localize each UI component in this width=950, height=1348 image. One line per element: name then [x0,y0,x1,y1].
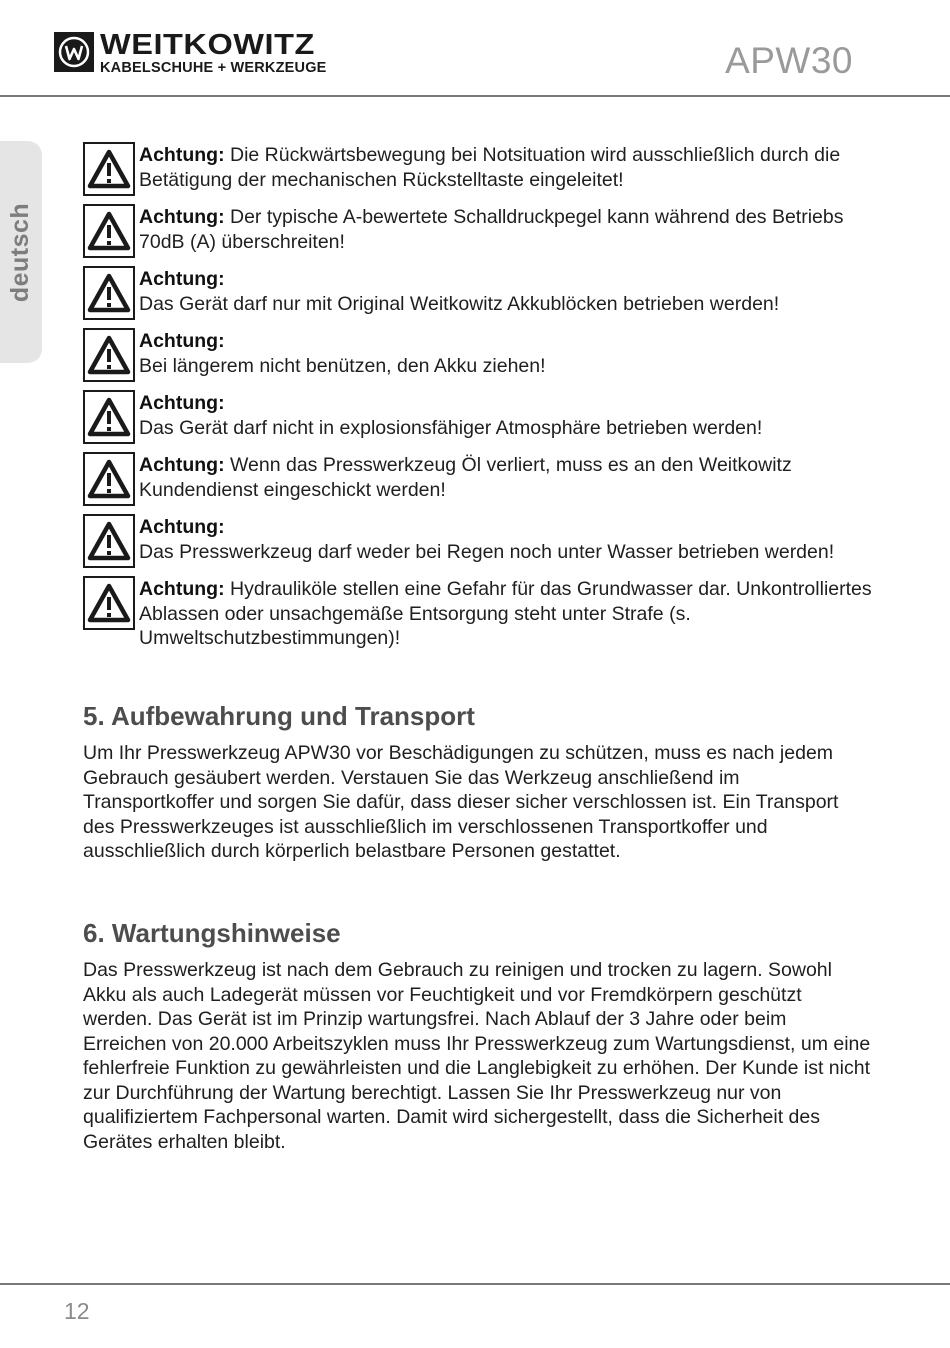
brand-logo [54,29,327,76]
warning-triangle-icon [83,204,135,258]
warning-item [83,266,873,320]
warning-text [139,452,873,502]
warning-item [83,328,873,382]
warning-message: Das Gerät darf nur mit Original Weitkowitz Akkublöcken betrieben werden! [139,292,780,315]
warning-label: Achtung: [139,578,225,600]
footer-divider [0,1283,950,1285]
warning-message: Der typische A-bewertete Schalldruckpegel kann während des Betriebs 70dB (A) überschreiten! [139,206,844,253]
warning-item [83,452,873,506]
warning-message: Das Presswerkzeug darf weder bei Regen noch unter Wasser betrieben werden! [139,540,835,563]
warning-triangle-icon [83,142,135,196]
warning-item [83,576,873,651]
warning-item [83,142,873,196]
brand-subtitle: KABELSCHUHE + WERKZEUGE [100,60,327,76]
maintenance-section [83,917,873,1154]
brand-name: WEITKOWITZ [100,29,315,61]
warning-triangle-icon [83,328,135,382]
warning-text [139,142,873,192]
warning-label: Achtung: [139,454,225,476]
warning-triangle-icon [83,514,135,568]
language-tab-label: deutsch [6,202,35,302]
warning-triangle-icon [83,266,135,320]
warning-triangle-icon [83,390,135,444]
warning-text [139,576,873,651]
warning-text [139,328,546,378]
warning-message: Die Rückwärtsbewegung bei Notsituation wird ausschließlich durch die Betätigung der mechanischen Rückstelltaste eingeleitet! [139,144,841,191]
header-divider [0,95,950,97]
page-number: 12 [64,1298,90,1324]
warning-label: Achtung: [139,330,225,352]
warning-label: Achtung: [139,206,225,228]
warning-text [139,204,873,254]
warning-message: Wenn das Presswerkzeug Öl verliert, muss es an den Weitkowitz Kundendienst eingeschickt werden! [139,454,792,501]
warning-label: Achtung: [139,516,225,538]
warning-message: Hydrauliköle stellen eine Gefahr für das Grundwasser dar. Unkontrolliertes Ablassen oder unsachgemäße Entsorgung steht unter Strafe (s. Umweltschutzbestimmungen)! [139,578,872,649]
warning-item [83,204,873,258]
model-name: APW30 [725,40,853,81]
warning-item [83,390,873,444]
page-header [0,0,950,97]
storage-section [83,700,873,864]
warning-label: Achtung: [139,392,225,414]
maintenance-heading: 6. Wartungshinweise [83,918,341,948]
warning-item [83,514,873,568]
warning-list [83,142,873,659]
warning-text [139,266,779,316]
warning-triangle-icon [83,576,135,630]
warning-text [139,390,762,440]
maintenance-body: Das Presswerkzeug ist nach dem Gebrauch zu reinigen und trocken zu lagern. Sowohl Akku als auch Ladegerät müssen vor Feuchtigkeit und vor Fremdkörpern geschützt werden. Das Gerät ist im Prinzip wartungsfrei. Nach Ablauf der 3 Jahre oder beim Erreichen von 20.000 Arbeitszyklen muss Ihr Presswerkzeug zum Wartungsdienst, um eine fehlerfreie Funktion zu gewährleisten und die Langlebigkeit zu erhöhen. Der Kunde ist nicht zur Durchführung der Wartung berechtigt. Lassen Sie Ihr Presswerkzeug nur von qualifiziertem Fachpersonal warten. Damit wird sichergestellt, dass die Sicherheit des Gerätes erhalten bleibt. [83,959,871,1153]
language-tab [0,141,42,363]
warning-label: Achtung: [139,144,225,166]
warning-label: Achtung: [139,268,225,290]
weitkowitz-emblem-icon [54,32,94,72]
storage-heading: 5. Aufbewahrung und Transport [83,701,475,731]
warning-message: Das Gerät darf nicht in explosionsfähiger Atmosphäre betrieben werden! [139,416,763,439]
storage-body: Um Ihr Presswerkzeug APW30 vor Beschädigungen zu schützen, muss es nach jedem Gebrauch gesäubert werden. Verstauen Sie das Werkzeug anschließend im Transportkoffer und sorgen Sie dafür, dass dieser sicher verschlossen ist. Ein Transport des Presswerkzeuges ist ausschließlich im verschlossenen Transportkoffer und ausschließlich durch körperlich belastbare Personen gestattet. [83,742,839,862]
warning-text [139,514,834,564]
warning-message: Bei längerem nicht benützen, den Akku ziehen! [139,354,546,377]
warning-triangle-icon [83,452,135,506]
